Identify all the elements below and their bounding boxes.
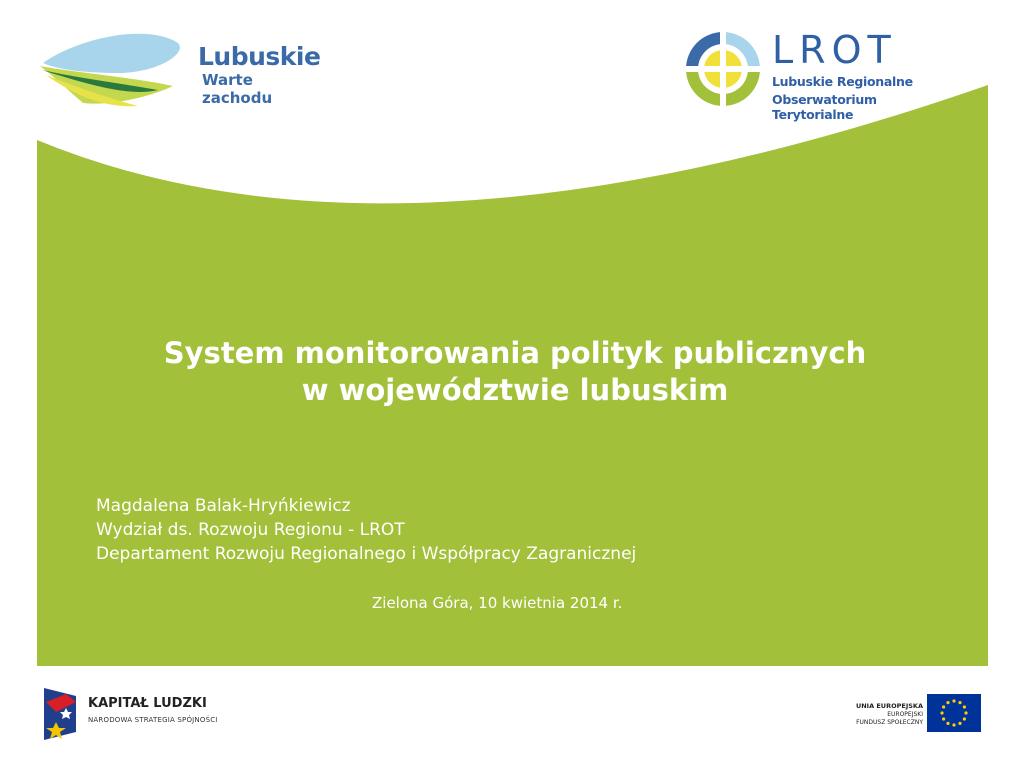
kapital-ludzki-name: KAPITAŁ LUDZKI xyxy=(88,696,207,711)
author-department: Departament Rozwoju Regionalnego i Współpracy Zagranicznej xyxy=(96,544,637,564)
lubuskie-name: Lubuskie xyxy=(198,42,321,71)
lrot-line2: Obserwatorium Terytorialne xyxy=(772,92,877,122)
lrot-line1: Lubuskie Regionalne xyxy=(772,74,913,89)
eu-line2: EUROPEJSKI xyxy=(887,711,923,718)
eu-line3: FUNDUSZ SPOŁECZNY xyxy=(856,719,923,726)
author-block xyxy=(96,494,636,566)
eu-flag-icon xyxy=(927,694,981,732)
lubuskie-tagline: Warte zachodu xyxy=(202,71,273,107)
kapital-ludzki-subtitle: NARODOWA STRATEGIA SPÓJNOŚCI xyxy=(88,716,218,724)
kapital-ludzki-flag-icon xyxy=(40,682,80,744)
eu-line1-text: UNIA EUROPEJSKA xyxy=(855,702,923,710)
lrot-circle-icon xyxy=(680,26,766,112)
eu-line1 xyxy=(823,702,923,711)
author-name: Magdalena Balak-Hryńkiewicz xyxy=(96,496,351,516)
lubuskie-wave-icon xyxy=(38,28,188,113)
lrot-logo xyxy=(680,26,960,122)
title-line-2: w województwie lubuskim xyxy=(301,373,729,407)
eu-logo xyxy=(835,694,985,736)
kapital-ludzki-logo xyxy=(40,682,240,744)
slide-title xyxy=(90,335,940,409)
title-line-1: System monitorowania polityk publicznych xyxy=(163,336,867,370)
place-date: Zielona Góra, 10 kwietnia 2014 r. xyxy=(372,594,623,612)
author-unit: Wydział ds. Rozwoju Regionu - LROT xyxy=(96,520,405,540)
lrot-name: LROT xyxy=(772,28,897,72)
lubuskie-logo xyxy=(38,28,328,113)
